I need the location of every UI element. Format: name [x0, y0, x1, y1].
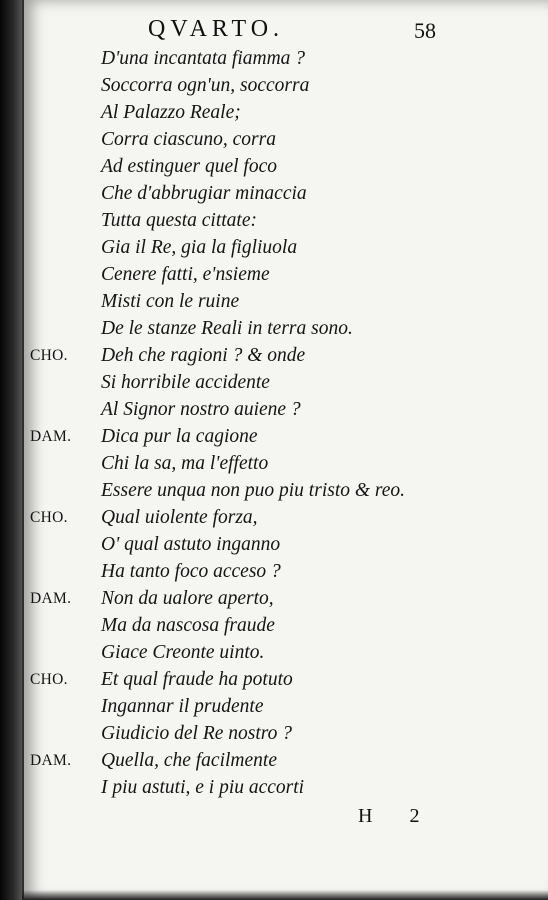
speaker-label: CHO. — [30, 347, 68, 364]
verse-line — [0, 723, 520, 750]
verse-line — [0, 426, 520, 453]
signature-mark: H 2 — [358, 805, 436, 827]
verse-text: Deh che ragioni ? & onde — [101, 345, 306, 366]
verse-line — [0, 156, 520, 183]
page-bottom-edge — [22, 890, 548, 900]
page-number: 58 — [414, 18, 436, 43]
verse-text: Ma da nascosa fraude — [101, 615, 275, 636]
verse-line — [0, 102, 520, 129]
verse-text: I piu astuti, e i piu accorti — [101, 777, 305, 798]
verse-line — [0, 75, 520, 102]
verse-line — [0, 453, 520, 480]
verse-text: Essere unqua non puo piu tristo & reo. — [101, 480, 406, 501]
verse-text: Al Signor nostro auiene ? — [101, 399, 301, 420]
verse-text: Corra ciascuno, corra — [101, 129, 276, 150]
verse-text: Ad estinguer quel foco — [101, 156, 278, 177]
verse-text: Misti con le ruine — [101, 291, 240, 312]
verse-text: Et qual fraude ha potuto — [101, 669, 293, 690]
verse-line — [0, 237, 520, 264]
verse-line — [0, 588, 520, 615]
verse-line — [0, 480, 520, 507]
verse-text: Non da ualore aperto, — [101, 588, 274, 609]
verse-text: Si horribile accidente — [101, 372, 270, 393]
verse-line — [0, 534, 520, 561]
verse-line — [0, 264, 520, 291]
speaker-label: DAM. — [30, 752, 72, 769]
verse-line — [0, 210, 520, 237]
speaker-label: DAM. — [30, 428, 72, 445]
verse-line — [0, 696, 520, 723]
verse-text: Giace Creonte uinto. — [101, 642, 265, 663]
verse-text: Ha tanto foco acceso ? — [101, 561, 281, 582]
verse-text: Dica pur la cagione — [101, 426, 258, 447]
verse-line — [0, 372, 520, 399]
verse-text: Gia il Re, gia la figliuola — [101, 237, 298, 258]
verse-text: Cenere fatti, e'nsieme — [101, 264, 270, 285]
verse-text: Soccorra ogn'un, soccorra — [101, 75, 310, 96]
verse-line — [0, 183, 520, 210]
verse-line — [0, 615, 520, 642]
verse-text: Giudicio del Re nostro ? — [101, 723, 293, 744]
verse-line — [0, 750, 520, 777]
verse-line — [0, 642, 520, 669]
speaker-label: CHO. — [30, 671, 68, 688]
verse-line — [0, 291, 520, 318]
verse-text: Chi la sa, ma l'effetto — [101, 453, 269, 474]
verse-text: O' qual astuto inganno — [101, 534, 281, 555]
running-header: QVARTO. — [148, 16, 285, 42]
verse-line — [0, 318, 520, 345]
verse-line — [0, 48, 520, 75]
verse-text: D'una incantata fiamma ? — [101, 48, 306, 69]
verse-line — [0, 561, 520, 588]
verse-text: De le stanze Reali in terra sono. — [101, 318, 353, 339]
speaker-label: DAM. — [30, 590, 72, 607]
verse-line — [0, 345, 520, 372]
verse-text: Al Palazzo Reale; — [101, 102, 241, 123]
verse-line — [0, 399, 520, 426]
verse-text: Tutta questa cittate: — [101, 210, 257, 231]
verse-line — [0, 129, 520, 156]
verse-text: Ingannar il prudente — [101, 696, 264, 717]
verse-line — [0, 669, 520, 696]
verse-line — [0, 777, 520, 804]
speaker-label: CHO. — [30, 509, 68, 526]
verse-text: Qual uiolente forza, — [101, 507, 258, 528]
verse-text: Che d'abbrugiar minaccia — [101, 183, 307, 204]
verse-text: Quella, che facilmente — [101, 750, 277, 771]
verse-line — [0, 507, 520, 534]
